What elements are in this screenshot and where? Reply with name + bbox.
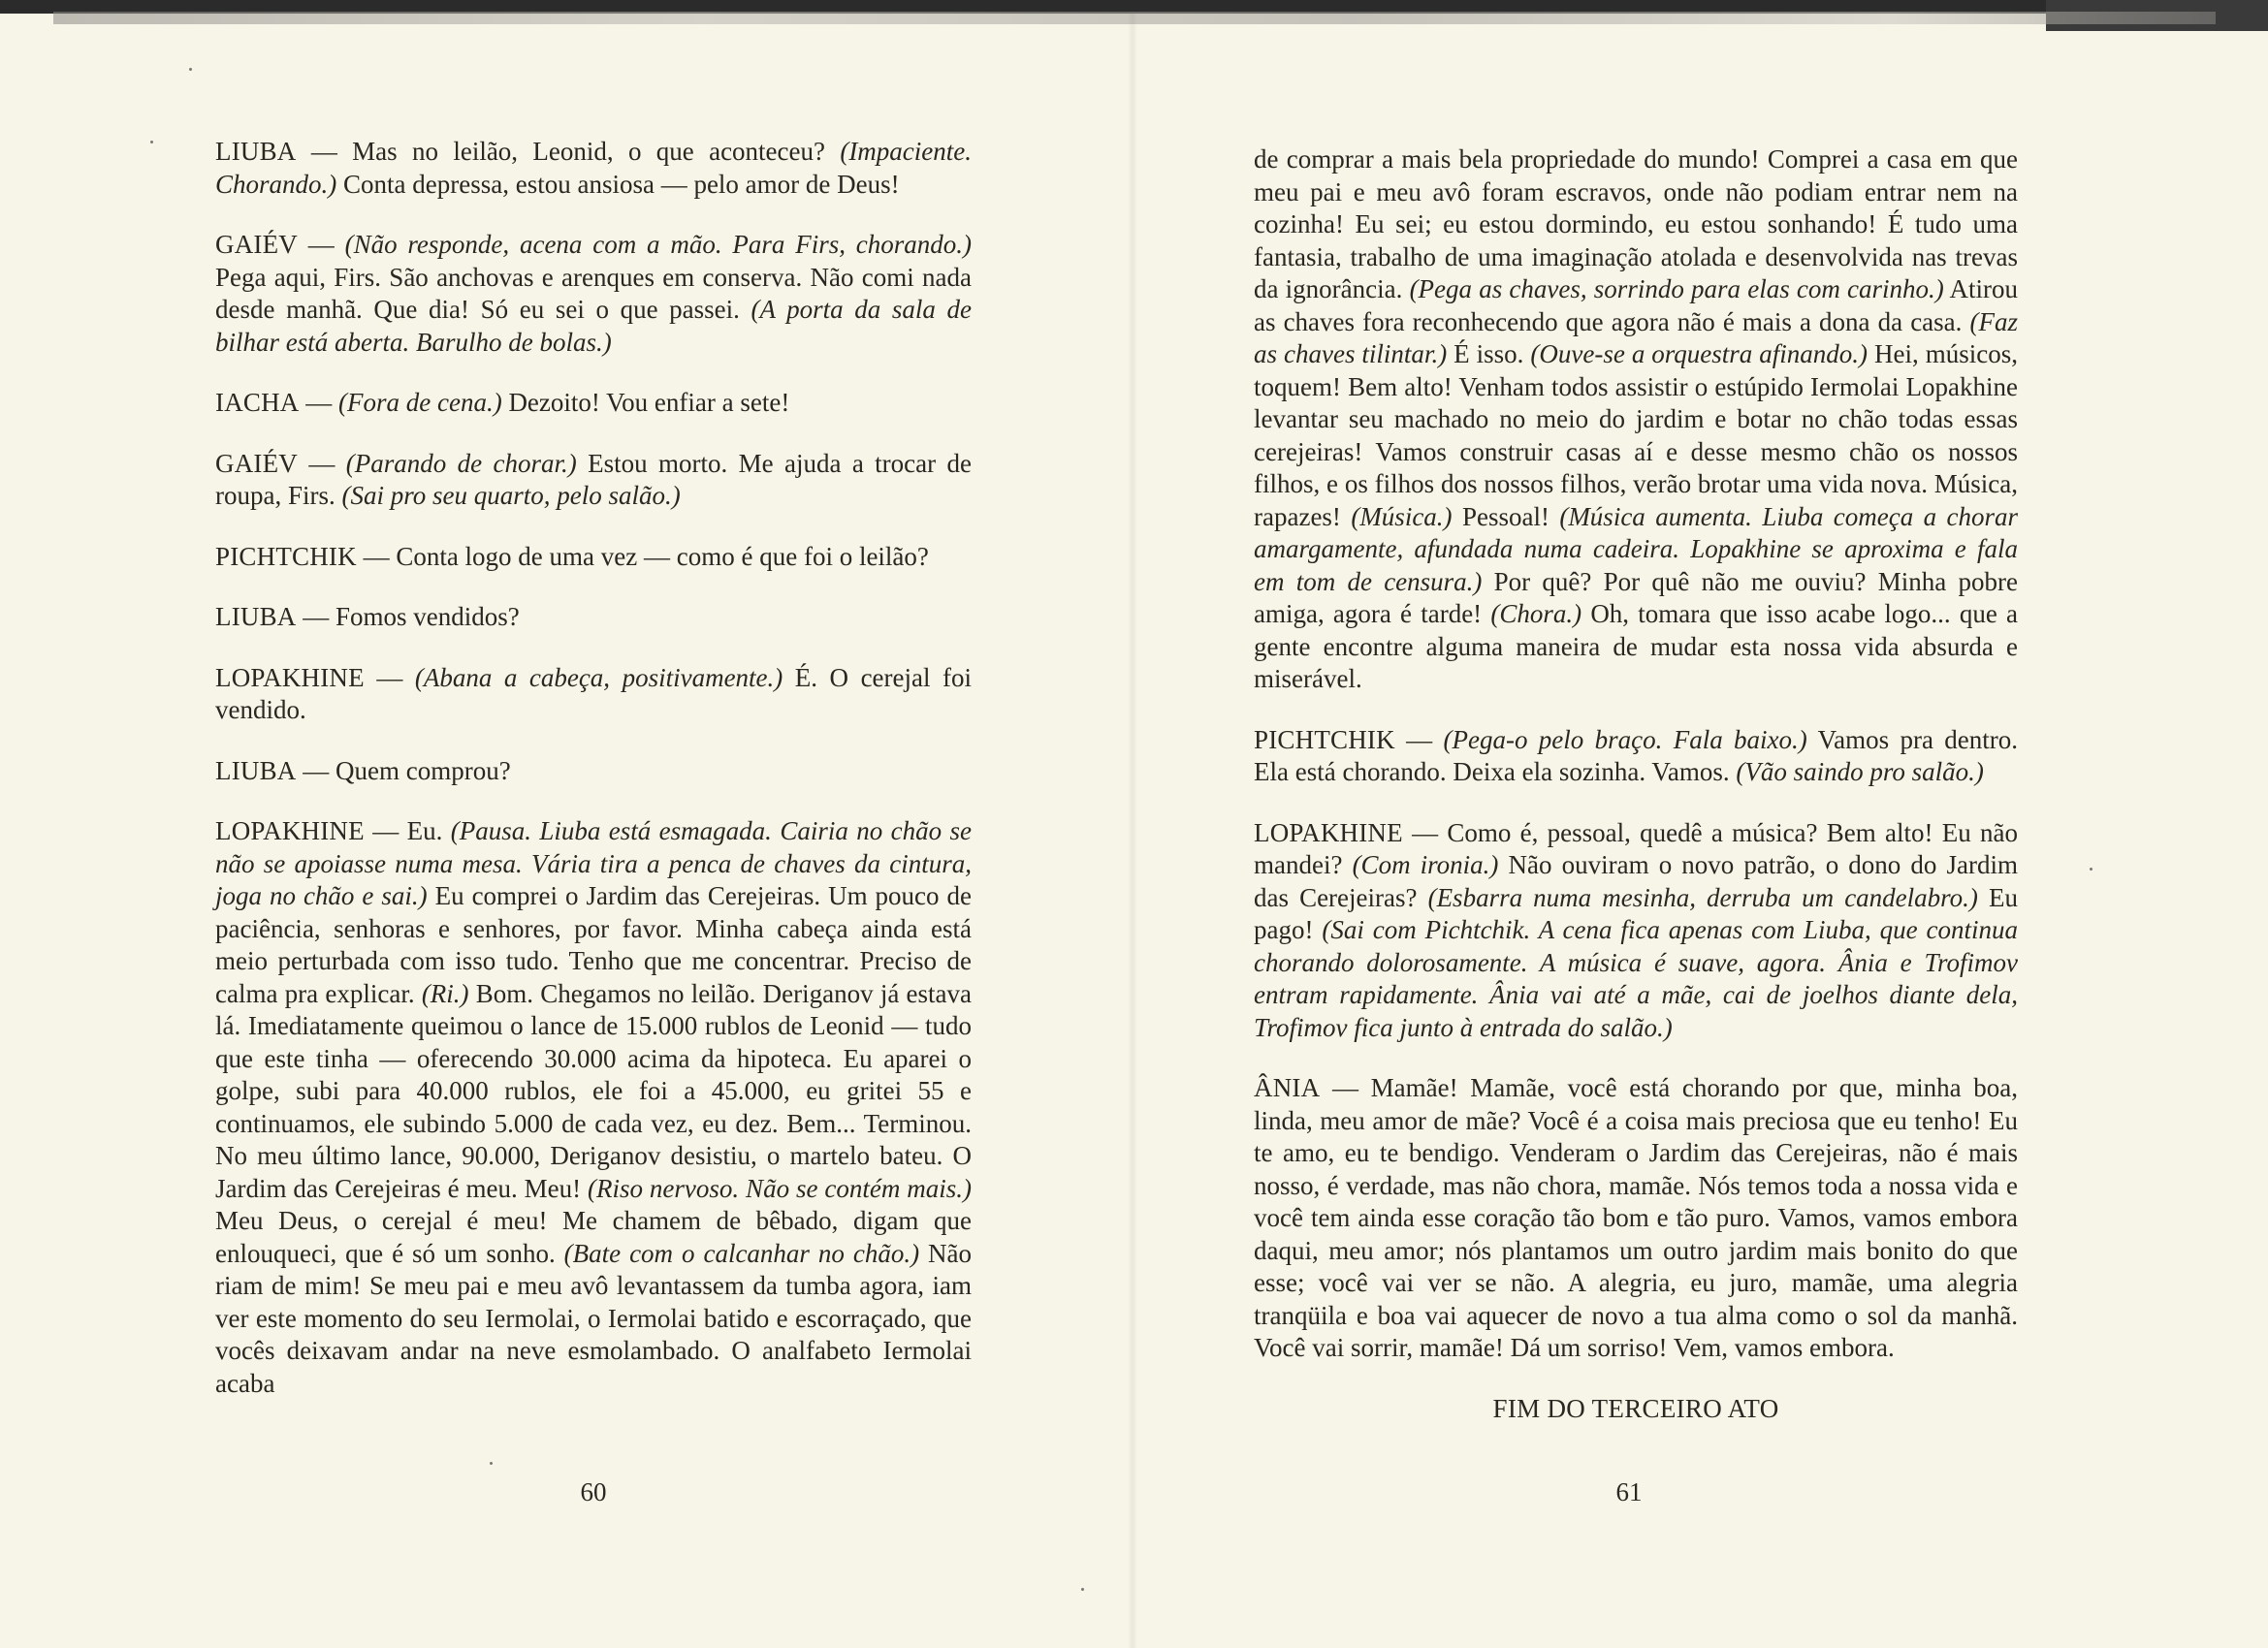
speech-text: Estou morto. Me ajuda a trocar de roupa, Firs.	[215, 448, 972, 510]
speech-text: Mamãe! Mamãe, você está chorando por que, minha boa, linda, meu amor de mãe? Você é a coisa mais preciosa que eu tenho! Eu te amo, eu te bendigo. Venderam o Jardim das Cerejeiras, não é mais nosso, é verdade, mas não chora, mamãe. Nós temos toda a nossa vida e você tem ainda esse coração tão bom e tão puro. Vamos, vamos embora daqui, meu amor; nós plantamos um outro jardim mais bonito do que esse; você vai ver se não. A alegria, eu juro, mamãe, uma alegria tranqüila e boa vai aquecer de novo a tua alma como o sol da manhã. Você vai sorrir, mamãe! Dá um sorriso! Vem, vamos embora.	[1254, 1073, 2019, 1362]
speaker-separator: —	[299, 388, 338, 417]
speech-text: Fomos vendidos?	[335, 602, 520, 631]
scan-speck	[490, 1462, 493, 1465]
stage-direction: (A porta da sala de bilhar está aberta. Barulho de bolas.)	[215, 295, 972, 357]
speaker-name: LOPAKHINE	[215, 816, 365, 845]
stage-direction: (Riso nervoso. Não se contém mais.)	[588, 1173, 972, 1203]
stage-direction: (Vão saindo pro salão.)	[1736, 757, 1984, 786]
stage-direction: (Música.)	[1351, 501, 1453, 531]
dialogue-paragraph	[215, 815, 972, 1400]
speech-text: Por quê? Por quê não me ouviu? Minha pobre amiga, agora é tarde!	[1254, 566, 2018, 628]
stage-direction: (Sai com Pichtchik. A cena fica apenas com Liuba, que continua chorando dolorosamente. A música é suave, agora. Ânia e Trofimov entram rapidamente. Ânia vai até a mãe, cai de joelhos diante dela, Trofimov fica junto à entrada do salão.)	[1254, 915, 2018, 1042]
stage-direction: (Não responde, acena com a mão. Para Firs, chorando.)	[344, 230, 973, 259]
stage-direction: (Pega as chaves, sorrindo para elas com carinho.)	[1409, 274, 1944, 303]
stage-direction: (Música aumenta. Liuba começa a chorar amargamente, afundada numa cadeira. Lopakhine se aproxima e fala em tom de censura.)	[1254, 501, 2018, 596]
speech-text: Não riam de mim! Se meu pai e meu avô levantassem da tumba agora, iam ver este momento do seu Iermolai, o Iermolai batido e escorraçado, que vocês deixavam andar na neve esmolambado. O analfabeto Iermolai acaba	[215, 1238, 972, 1398]
speaker-separator: —	[296, 137, 353, 166]
dialogue-paragraph	[215, 387, 972, 420]
dialogue-paragraph	[215, 541, 972, 574]
dialogue-paragraph	[1254, 817, 2018, 1045]
stage-direction: (Chora.)	[1490, 599, 1582, 628]
speaker-name: PICHTCHIK	[1254, 724, 1395, 754]
speech-text: Atirou as chaves fora reconhecendo que agora não é mais a dona da casa.	[1254, 274, 2018, 336]
speech-text: Hei, músicos, toquem! Bem alto! Venham todos assistir o estúpido Iermolai Lopakhine levantar seu machado no meio do jardim e botar no chão todas essas cerejeiras! Vamos construir casas aí e desse mesmo chão os nossos filhos, e os filhos dos nossos filhos, verão brotar uma vida nova. Música, rapazes!	[1254, 339, 2018, 531]
speech-text: de comprar a mais bela propriedade do mundo! Comprei a casa em que meu pai e meu avô foram escravos, onde não podiam entrar nem na cozinha! Eu sei; eu estou dormindo, eu estou sonhando! É tudo uma fantasia, trabalho de uma imaginação atolada e desenvolvida nas trevas da ignorância.	[1254, 144, 2018, 303]
speech-text: Bom. Chegamos no leilão. Deriganov já estava lá. Imediatamente queimou o lance de 15.000 rublos de Leonid — tudo que este tinha — oferecendo 30.000 acima da hipoteca. Eu aparei o golpe, subi para 40.000 rublos, ele foi a 45.000, eu gritei 55 e continuamos, ele subindo 5.000 de cada vez, eu dez. Bem... Terminou. No meu último lance, 90.000, Deriganov desistiu, o martelo bateu. O Jardim das Cerejeiras é meu. Meu!	[215, 978, 972, 1203]
speaker-separator: —	[364, 662, 415, 692]
speech-text: Conta logo de uma vez — como é que foi o leilão?	[396, 541, 929, 571]
act-end-heading: FIM DO TERCEIRO ATO	[1492, 1393, 1779, 1423]
speech-text: Eu.	[406, 816, 451, 845]
speaker-name: LIUBA	[215, 755, 297, 785]
dialogue-paragraph	[1254, 724, 2018, 789]
book-gutter	[1128, 14, 1137, 1648]
stage-direction: (Sai pro seu quarto, pelo salão.)	[341, 481, 681, 510]
speech-text: Oh, tomara que isso acabe logo... que a gente encontre alguma maneira de mudar esta nossa vida absurda e miserável.	[1254, 599, 2018, 693]
stage-direction: (Ri.)	[421, 978, 469, 1008]
dialogue-paragraph	[215, 662, 972, 727]
speech-text: Conta depressa, estou ansiosa — pelo amor de Deus!	[336, 169, 900, 199]
scan-speck	[1081, 1588, 1084, 1591]
speaker-name: GAIÉV	[215, 448, 298, 478]
speaker-name: PICHTCHIK	[215, 541, 357, 571]
speech-text: Pega aqui, Firs. São anchovas e arenques em conserva. Não comi nada desde manhã. Que dia! Só eu sei o que passei.	[215, 262, 972, 324]
stage-direction: (Parando de chorar.)	[345, 448, 577, 478]
speaker-name: LOPAKHINE	[215, 662, 365, 692]
speech-text: Como é, pessoal, quedê a música? Bem alto! Eu não mandei?	[1254, 817, 2019, 879]
stage-direction: (Abana a cabeça, positivamente.)	[414, 662, 783, 692]
speech-text: Eu comprei o Jardim das Cerejeiras. Um pouco de paciência, senhoras e senhores, por favor. Minha cabeça ainda está meio perturbada com isso tudo. Tenho que me concentrar. Preciso de calma pra explicar.	[215, 881, 972, 1008]
speech-text: Não ouviram o novo patrão, o dono do Jardim das Cerejeiras?	[1254, 850, 2018, 912]
stage-direction: (Pega-o pelo braço. Fala baixo.)	[1443, 724, 1807, 754]
stage-direction: (Fora de cena.)	[338, 388, 502, 417]
speaker-separator: —	[296, 602, 335, 631]
speech-text: Meu Deus, o cerejal é meu! Me chamem de bêbado, digam que enlouqueci, que é só um sonho.	[215, 1206, 972, 1268]
dialogue-paragraph	[1254, 1072, 2018, 1365]
stage-direction: (Com ironia.)	[1352, 850, 1499, 879]
speaker-name: IACHA	[215, 388, 300, 417]
stage-direction: (Bate com o calcanhar no chão.)	[563, 1238, 920, 1268]
speaker-separator: —	[297, 230, 345, 259]
scan-speck	[2090, 868, 2092, 871]
scan-speck	[150, 141, 153, 143]
speech-text: É isso.	[1447, 339, 1531, 368]
dialogue-paragraph	[215, 755, 972, 788]
speaker-separator: —	[1402, 817, 1448, 847]
stage-direction: (Impaciente. Chorando.)	[215, 137, 973, 199]
stage-direction: (Faz as chaves tilintar.)	[1254, 306, 2018, 368]
left-page-text	[215, 136, 972, 1428]
speaker-separator: —	[297, 448, 346, 478]
speaker-separator: —	[1320, 1073, 1371, 1102]
speech-text: Eu pago!	[1254, 882, 2018, 944]
continued-speech	[1254, 143, 2018, 696]
dialogue-paragraph	[215, 601, 972, 634]
speaker-name: GAIÉV	[215, 230, 298, 259]
speaker-name: LOPAKHINE	[1254, 817, 1403, 847]
speech-text: É. O cerejal foi vendido.	[215, 662, 973, 724]
speaker-name: LIUBA	[215, 137, 297, 166]
stage-direction: (Esbarra numa mesinha, derruba um candelabro.)	[1427, 882, 1978, 912]
right-page-dialogue	[1254, 724, 2018, 1365]
speaker-separator: —	[1394, 724, 1444, 754]
right-page-number: 61	[1615, 1477, 1643, 1506]
speaker-separator: —	[296, 755, 335, 785]
speech-text: Mas no leilão, Leonid, o que aconteceu?	[352, 137, 841, 166]
speech-text: Quem comprou?	[335, 755, 511, 785]
scan-speck	[189, 68, 192, 71]
speaker-separator: —	[364, 816, 407, 845]
dialogue-paragraph	[215, 448, 972, 513]
speech-text: Vamos pra dentro. Ela está chorando. Deixa ela sozinha. Vamos.	[1254, 724, 2019, 786]
speech-text: Dezoito! Vou enfiar a sete!	[501, 388, 790, 417]
speaker-name: ÂNIA	[1254, 1073, 1321, 1102]
speaker-name: LIUBA	[215, 602, 297, 631]
left-page-number: 60	[580, 1477, 607, 1506]
stage-direction: (Pausa. Liuba está esmagada. Cairia no chão se não se apoiasse numa mesa. Vária tira a penca de chaves da cintura, joga no chão e sai.)	[215, 816, 972, 910]
speech-text: Pessoal!	[1452, 501, 1560, 531]
stage-direction: (Ouve-se a orquestra afinando.)	[1530, 339, 1869, 368]
right-page-text	[1254, 143, 2018, 1425]
dialogue-paragraph	[215, 229, 972, 359]
speaker-separator: —	[356, 541, 397, 571]
dialogue-paragraph	[215, 136, 972, 201]
